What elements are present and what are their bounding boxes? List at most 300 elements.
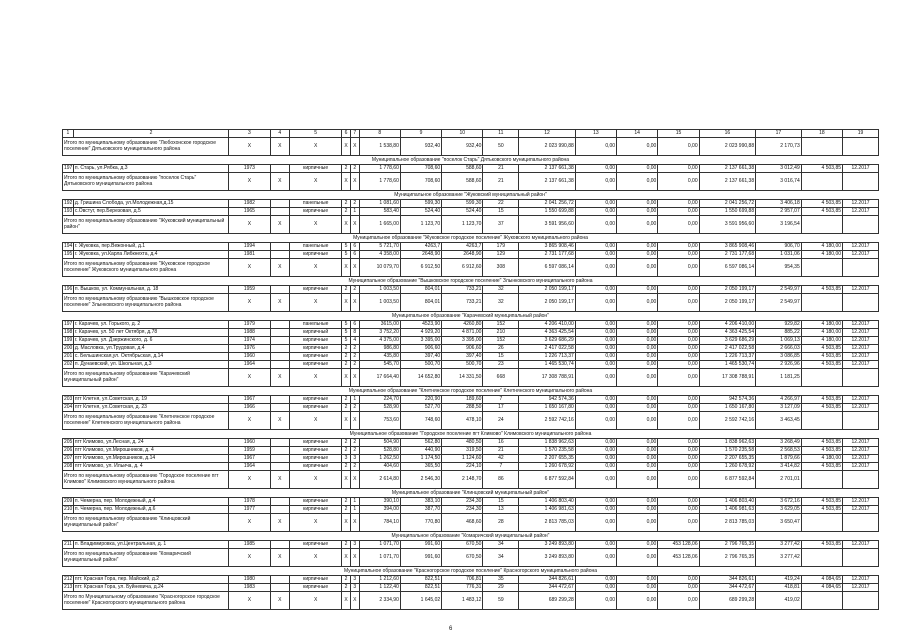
table-cell: 12.2017 [843, 337, 879, 345]
table-cell: кирпичные [290, 576, 342, 584]
table-cell [270, 447, 290, 455]
table-cell: 213 [64, 584, 73, 590]
table-cell: 4 266,97 [756, 396, 802, 404]
section-title: Муниципальное образование "Городское поселение пгт Климово" Климовского муниципального района [63, 430, 879, 439]
table-cell: 4523,90 [400, 321, 441, 329]
table-cell: X [342, 592, 351, 610]
table-cell [270, 321, 290, 329]
table-cell: 2 926,96 [756, 361, 802, 369]
table-cell: 0,00 [658, 251, 699, 259]
table-cell: 0,00 [658, 396, 699, 404]
table-cell: 4 503,85 [801, 463, 842, 471]
table-cell: 708,60 [400, 165, 441, 173]
table-cell: 1 212,60 [359, 576, 400, 584]
table-cell: 2 041 256,72 [699, 200, 756, 208]
table-cell: п. Вышков, ул. Коммунальная, д. 18 [73, 286, 228, 294]
table-cell: 2 549,97 [756, 294, 802, 312]
table-cell: 4 206 410,00 [519, 321, 576, 329]
table-cell: 12.2017 [843, 498, 879, 506]
table-cell: 1977 [229, 506, 270, 514]
table-cell: 26 [483, 345, 519, 353]
table-cell: 206 [64, 447, 73, 453]
table-cell: 0,00 [617, 549, 658, 567]
table-row [63, 396, 879, 404]
table-cell: 15 [483, 498, 519, 506]
table-cell: X [290, 294, 342, 312]
table-cell: 2 [342, 361, 351, 369]
table-cell: 0,00 [658, 286, 699, 294]
table-cell: 0,00 [575, 447, 616, 455]
table-cell: 1 181,25 [756, 369, 802, 387]
table-cell: 0,00 [617, 455, 658, 463]
section-header-row [63, 312, 879, 321]
table-cell: X [342, 514, 351, 532]
table-cell: X [342, 259, 351, 277]
table-cell: 528,80 [359, 447, 400, 455]
table-cell: 0,00 [575, 353, 616, 361]
column-number-cell: 3 [229, 130, 270, 138]
subtotal-label: Итого по муниципальному образованию "поселок Старь" Дятьковского муниципального района [63, 173, 229, 191]
table-cell: 0,00 [658, 200, 699, 208]
table-cell: 0,00 [575, 361, 616, 369]
table-cell: 0,00 [575, 173, 616, 191]
column-number-cell: 10 [442, 130, 483, 138]
table-cell: 932,40 [400, 138, 441, 156]
table-cell: 34 [483, 541, 519, 549]
table-cell: 15 [483, 208, 519, 216]
table-cell: 197 [64, 321, 73, 327]
table-cell: 2 334,90 [359, 592, 400, 610]
table-cell: 0,00 [575, 329, 616, 337]
column-number-cell: 7 [350, 130, 359, 138]
table-cell: 3 249 893,80 [519, 549, 576, 567]
table-cell: 0,00 [617, 216, 658, 234]
document-table-area [62, 129, 879, 610]
table-cell: 1974 [229, 337, 270, 345]
column-number-cell: 5 [290, 130, 342, 138]
table-cell: X [229, 549, 270, 567]
table-cell: 2 [350, 447, 359, 455]
table-row [63, 208, 879, 216]
subtotal-label: Итого по муниципальному образованию "Любохонское городское поселение" Дятьковского муниципального района [63, 138, 229, 156]
table-cell: г. Карачев, ул. 50 лет Октября, д.78 [73, 329, 228, 337]
table-cell: 8 [350, 329, 359, 337]
table-cell: п. Дунаевский, ул. Школьная, д.3 [73, 361, 228, 369]
table-cell: 4 503,85 [801, 345, 842, 353]
table-cell: 2 050 199,17 [519, 294, 576, 312]
table-cell: 3 629 686,29 [519, 337, 576, 345]
table-cell: 2 [350, 361, 359, 369]
table-cell: 152 [483, 321, 519, 329]
table-cell: 0,00 [658, 216, 699, 234]
table-cell: 12.2017 [843, 353, 879, 361]
table-cell [843, 369, 879, 387]
table-cell: 12.2017 [843, 329, 879, 337]
table-cell [843, 216, 879, 234]
table-cell: 0,00 [575, 208, 616, 216]
table-cell: 2 731 177,68 [519, 251, 576, 259]
table-cell: 2 592 742,16 [519, 412, 576, 430]
section-title: Муниципальное образование "Карачевский муниципальный район" [63, 312, 879, 321]
table-cell: 196 [64, 286, 73, 292]
table-cell: 453 128,06 [658, 541, 699, 549]
table-cell: 14 652,80 [400, 369, 441, 387]
section-header-row [63, 156, 879, 165]
table-cell [843, 471, 879, 489]
table-cell: X [290, 412, 342, 430]
table-cell: X [229, 138, 270, 156]
table-cell: 906,60 [400, 345, 441, 353]
page-number: 6 [449, 626, 453, 632]
table-cell [270, 541, 290, 549]
table-cell: 3 249 893,80 [519, 541, 576, 549]
table-cell: 689 299,28 [699, 592, 756, 610]
table-cell: 3 629,05 [756, 506, 802, 514]
table-cell: 478,10 [442, 412, 483, 430]
table-cell: 2 [342, 208, 351, 216]
table-cell: 234,30 [442, 498, 483, 506]
table-cell: X [270, 173, 290, 191]
table-cell: X [290, 471, 342, 489]
table-cell: 480,50 [442, 439, 483, 447]
table-cell: 201 [64, 353, 73, 359]
table-cell: 3 629 686,29 [699, 337, 756, 345]
table-cell: 0,00 [575, 541, 616, 549]
table-cell: 706,81 [442, 576, 483, 584]
table-cell: 0,00 [617, 396, 658, 404]
column-number-cell: 2 [73, 130, 228, 138]
table-cell: 32 [483, 294, 519, 312]
table-cell: 0,00 [575, 165, 616, 173]
table-cell [801, 173, 842, 191]
table-cell [801, 216, 842, 234]
subtotal-row [63, 514, 879, 532]
table-cell: 1 003,50 [359, 286, 400, 294]
table-cell: X [229, 592, 270, 610]
table-cell: 942 574,36 [699, 396, 756, 404]
table-cell: X [290, 259, 342, 277]
table-cell: 1 122,40 [359, 584, 400, 592]
table-row [63, 498, 879, 506]
table-cell: 387,70 [400, 506, 441, 514]
table-cell: X [229, 471, 270, 489]
table-cell: 17 308 788,91 [699, 369, 756, 387]
table-cell: 3 [350, 541, 359, 549]
table-cell: 1967 [229, 455, 270, 463]
table-cell: 2 549,97 [756, 286, 802, 294]
table-cell: 3 012,49 [756, 165, 802, 173]
table-cell: 942 574,36 [519, 396, 576, 404]
table-cell: 3 196,54 [756, 216, 802, 234]
subtotal-label: Итого по муниципальному образованию "Вышковское городское поселение" Злынковского муниципального района [63, 294, 229, 312]
table-cell: 954,35 [756, 259, 802, 277]
table-cell: 1979 [229, 321, 270, 329]
table-cell: 0,00 [575, 243, 616, 251]
table-cell: 1978 [229, 498, 270, 506]
table-cell [843, 173, 879, 191]
table-cell: X [290, 549, 342, 567]
table-cell: 197 [64, 165, 73, 171]
table-cell [270, 576, 290, 584]
table-cell: 404,60 [359, 463, 400, 471]
table-cell: 204 [64, 404, 73, 410]
table-cell: 0,00 [617, 447, 658, 455]
table-cell: панельные [290, 200, 342, 208]
table-cell: 2 957,07 [756, 208, 802, 216]
table-row [63, 455, 879, 463]
table-cell: 1 003,50 [359, 294, 400, 312]
table-cell: 6 597 086,14 [699, 259, 756, 277]
table-cell: 2 023 990,88 [699, 138, 756, 156]
table-cell: 2 546,30 [400, 471, 441, 489]
table-cell: 210 [483, 329, 519, 337]
section-title: Муниципальное образование "поселок Старь" Дятьковского муниципального района [63, 156, 879, 165]
table-cell: X [229, 412, 270, 430]
table-cell: 6 [350, 251, 359, 259]
table-cell: X [290, 514, 342, 532]
table-cell: 34 [483, 549, 519, 567]
table-cell: 0,00 [658, 345, 699, 353]
table-cell: 2 050 199,17 [699, 294, 756, 312]
table-cell: 2 731 177,68 [699, 251, 756, 259]
table-cell: 1 665,00 [359, 216, 400, 234]
table-row [63, 286, 879, 294]
table-cell: 210 [64, 506, 73, 512]
table-cell: 12.2017 [843, 165, 879, 173]
section-title: Муниципальное образование "Клинцовский муниципальный район" [63, 489, 879, 498]
table-cell: 2 [342, 584, 351, 592]
table-cell: 4260,80 [442, 321, 483, 329]
table-cell: 6 [350, 321, 359, 329]
table-cell: 0,00 [575, 259, 616, 277]
table-cell: 1 262,50 [359, 455, 400, 463]
table-cell [270, 337, 290, 345]
table-cell: 0,00 [575, 396, 616, 404]
table-cell: 0,00 [617, 138, 658, 156]
table-cell: 390,10 [359, 498, 400, 506]
table-cell: 588,60 [442, 165, 483, 173]
table-cell: 1 031,06 [756, 251, 802, 259]
table-cell: 4 375,00 [359, 337, 400, 345]
table-cell: 12.2017 [843, 208, 879, 216]
table-cell: 0,00 [617, 337, 658, 345]
table-cell: с. Бельшинская,ул. Октябрьская, д.14 [73, 353, 228, 361]
table-cell: 0,00 [617, 498, 658, 506]
table-row [63, 439, 879, 447]
table-cell: 4 929,20 [400, 329, 441, 337]
table-cell: 2648,90 [400, 251, 441, 259]
table-cell: 2 568,53 [756, 447, 802, 455]
table-cell: 1 570 235,58 [699, 447, 756, 455]
table-cell: 4 503,85 [801, 286, 842, 294]
table-cell: 545,70 [359, 361, 400, 369]
table-cell: X [350, 138, 359, 156]
table-cell: панельные [290, 243, 342, 251]
table-cell: кирпичные [290, 208, 342, 216]
table-cell: 1983 [229, 584, 270, 592]
table-cell: 1 838 962,63 [519, 439, 576, 447]
table-cell [270, 584, 290, 592]
table-cell: 224,10 [442, 463, 483, 471]
table-cell: 0,00 [658, 321, 699, 329]
table-cell: 2 614,80 [359, 471, 400, 489]
table-cell: 1 123,70 [400, 216, 441, 234]
table-cell: 668 [483, 369, 519, 387]
table-cell: 344 826,61 [699, 576, 756, 584]
table-cell: 1 650 167,80 [519, 404, 576, 412]
column-number-cell: 17 [756, 130, 802, 138]
table-cell: 435,80 [359, 353, 400, 361]
table-cell: 2 [350, 404, 359, 412]
table-cell: 906,70 [756, 243, 802, 251]
table-cell: 14 331,50 [442, 369, 483, 387]
table-cell: 0,00 [617, 576, 658, 584]
table-cell: 1 778,60 [359, 173, 400, 191]
table-cell: 1967 [229, 396, 270, 404]
table-cell [270, 506, 290, 514]
column-number-cell: 19 [843, 130, 879, 138]
table-cell: 4 503,85 [801, 165, 842, 173]
table-cell: 21 [483, 165, 519, 173]
table-cell: X [270, 138, 290, 156]
table-cell [270, 165, 290, 173]
table-cell: 0,00 [575, 455, 616, 463]
table-cell: кирпичные [290, 463, 342, 471]
table-cell: 1 123,70 [442, 216, 483, 234]
table-cell: пгт Климово, ул. Ильича, д. 4 [73, 463, 228, 471]
table-cell: 3 395,00 [442, 337, 483, 345]
table-cell: 0,00 [617, 592, 658, 610]
table-cell: пгт Клетня, ул.Советская, д. 19 [73, 396, 228, 404]
table-cell [801, 471, 842, 489]
table-cell: 0,00 [617, 251, 658, 259]
subtotal-row [63, 173, 879, 191]
table-cell: 1 550 699,88 [519, 208, 576, 216]
table-cell: 0,00 [658, 592, 699, 610]
table-cell: 194 [64, 243, 73, 249]
table-row [63, 321, 879, 329]
table-cell: кирпичные [290, 541, 342, 549]
table-cell: 0,00 [575, 294, 616, 312]
table-cell: кирпичные [290, 404, 342, 412]
table-cell: X [342, 549, 351, 567]
table-cell: 1988 [229, 329, 270, 337]
table-cell: 4 503,85 [801, 200, 842, 208]
table-cell: 23 [483, 361, 519, 369]
subtotal-label: Итого по муниципальному образованию "Городское поселение пгт Климово" Климовского муниципального района [63, 471, 229, 489]
table-cell: 991,60 [400, 541, 441, 549]
table-cell: кирпичные [290, 165, 342, 173]
table-cell: 0,00 [617, 329, 658, 337]
table-cell: 419,02 [756, 592, 802, 610]
table-cell: 1 [350, 208, 359, 216]
table-cell: 15 [483, 353, 519, 361]
table-cell: 1 465 530,74 [519, 361, 576, 369]
table-cell: 0,00 [658, 404, 699, 412]
table-cell: 0,00 [658, 514, 699, 532]
table-cell: 288,50 [442, 404, 483, 412]
table-cell: 2 417 022,58 [699, 345, 756, 353]
table-cell: кирпичные [290, 337, 342, 345]
table-cell: г. Карачев, ул. Дзержинского, д. 6 [73, 337, 228, 345]
table-cell: X [270, 259, 290, 277]
table-cell [843, 549, 879, 567]
table-cell: X [270, 592, 290, 610]
table-cell: 21 [483, 447, 519, 455]
table-cell: кирпичные [290, 584, 342, 592]
table-cell: 3 [350, 455, 359, 463]
table-cell: 0,00 [617, 353, 658, 361]
table-cell: 2 [342, 506, 351, 514]
table-cell: 22 [483, 200, 519, 208]
table-cell: 2 [342, 404, 351, 412]
column-number-cell: 11 [483, 130, 519, 138]
table-cell: 3 591 956,60 [699, 216, 756, 234]
table-cell: X [270, 412, 290, 430]
table-cell: 583,40 [359, 208, 400, 216]
table-cell: 2 [342, 463, 351, 471]
table-cell: 1 [350, 396, 359, 404]
table-cell: 0,00 [575, 549, 616, 567]
column-number-cell: 16 [699, 130, 756, 138]
table-cell: 0,00 [575, 345, 616, 353]
table-cell: 2 813 785,03 [519, 514, 576, 532]
table-cell: 2 796 765,35 [699, 549, 756, 567]
table-cell: 200 [64, 345, 73, 351]
table-row [63, 447, 879, 455]
table-cell: 500,70 [400, 361, 441, 369]
table-cell: 195 [64, 251, 73, 257]
table-cell: 397,40 [442, 353, 483, 361]
table-cell: 0,00 [658, 337, 699, 345]
table-cell: 0,00 [658, 259, 699, 277]
table-row [63, 576, 879, 584]
table-cell: 344 826,61 [519, 576, 576, 584]
table-cell: 4 503,85 [801, 396, 842, 404]
table-cell [270, 455, 290, 463]
table-cell: 1 465 530,74 [699, 361, 756, 369]
table-cell: 1 645,02 [400, 592, 441, 610]
table-cell: 1 879,66 [756, 455, 802, 463]
table-cell: 419,24 [756, 576, 802, 584]
table-cell [270, 463, 290, 471]
table-cell: кирпичные [290, 498, 342, 506]
table-cell: 2 [350, 345, 359, 353]
table-row [63, 506, 879, 514]
table-cell: 1 483,12 [442, 592, 483, 610]
table-cell: 1 550 699,88 [699, 208, 756, 216]
table-cell: X [229, 369, 270, 387]
table-cell: 6 877 592,84 [699, 471, 756, 489]
subtotal-row [63, 216, 879, 234]
table-cell: 13 [483, 506, 519, 514]
table-cell: X [350, 369, 359, 387]
table-cell: 394,00 [359, 506, 400, 514]
table-cell: 2 [342, 345, 351, 353]
table-cell: 1 406 803,40 [519, 498, 576, 506]
subtotal-row [63, 369, 879, 387]
table-cell: X [229, 294, 270, 312]
table-cell: X [290, 592, 342, 610]
table-cell: 453 128,06 [658, 549, 699, 567]
table-cell: 1 538,80 [359, 138, 400, 156]
table-cell: 12.2017 [843, 396, 879, 404]
table-cell: X [342, 294, 351, 312]
table-cell: X [290, 138, 342, 156]
table-cell: 12.2017 [843, 200, 879, 208]
section-header-row [63, 489, 879, 498]
column-number-cell: 9 [400, 130, 441, 138]
